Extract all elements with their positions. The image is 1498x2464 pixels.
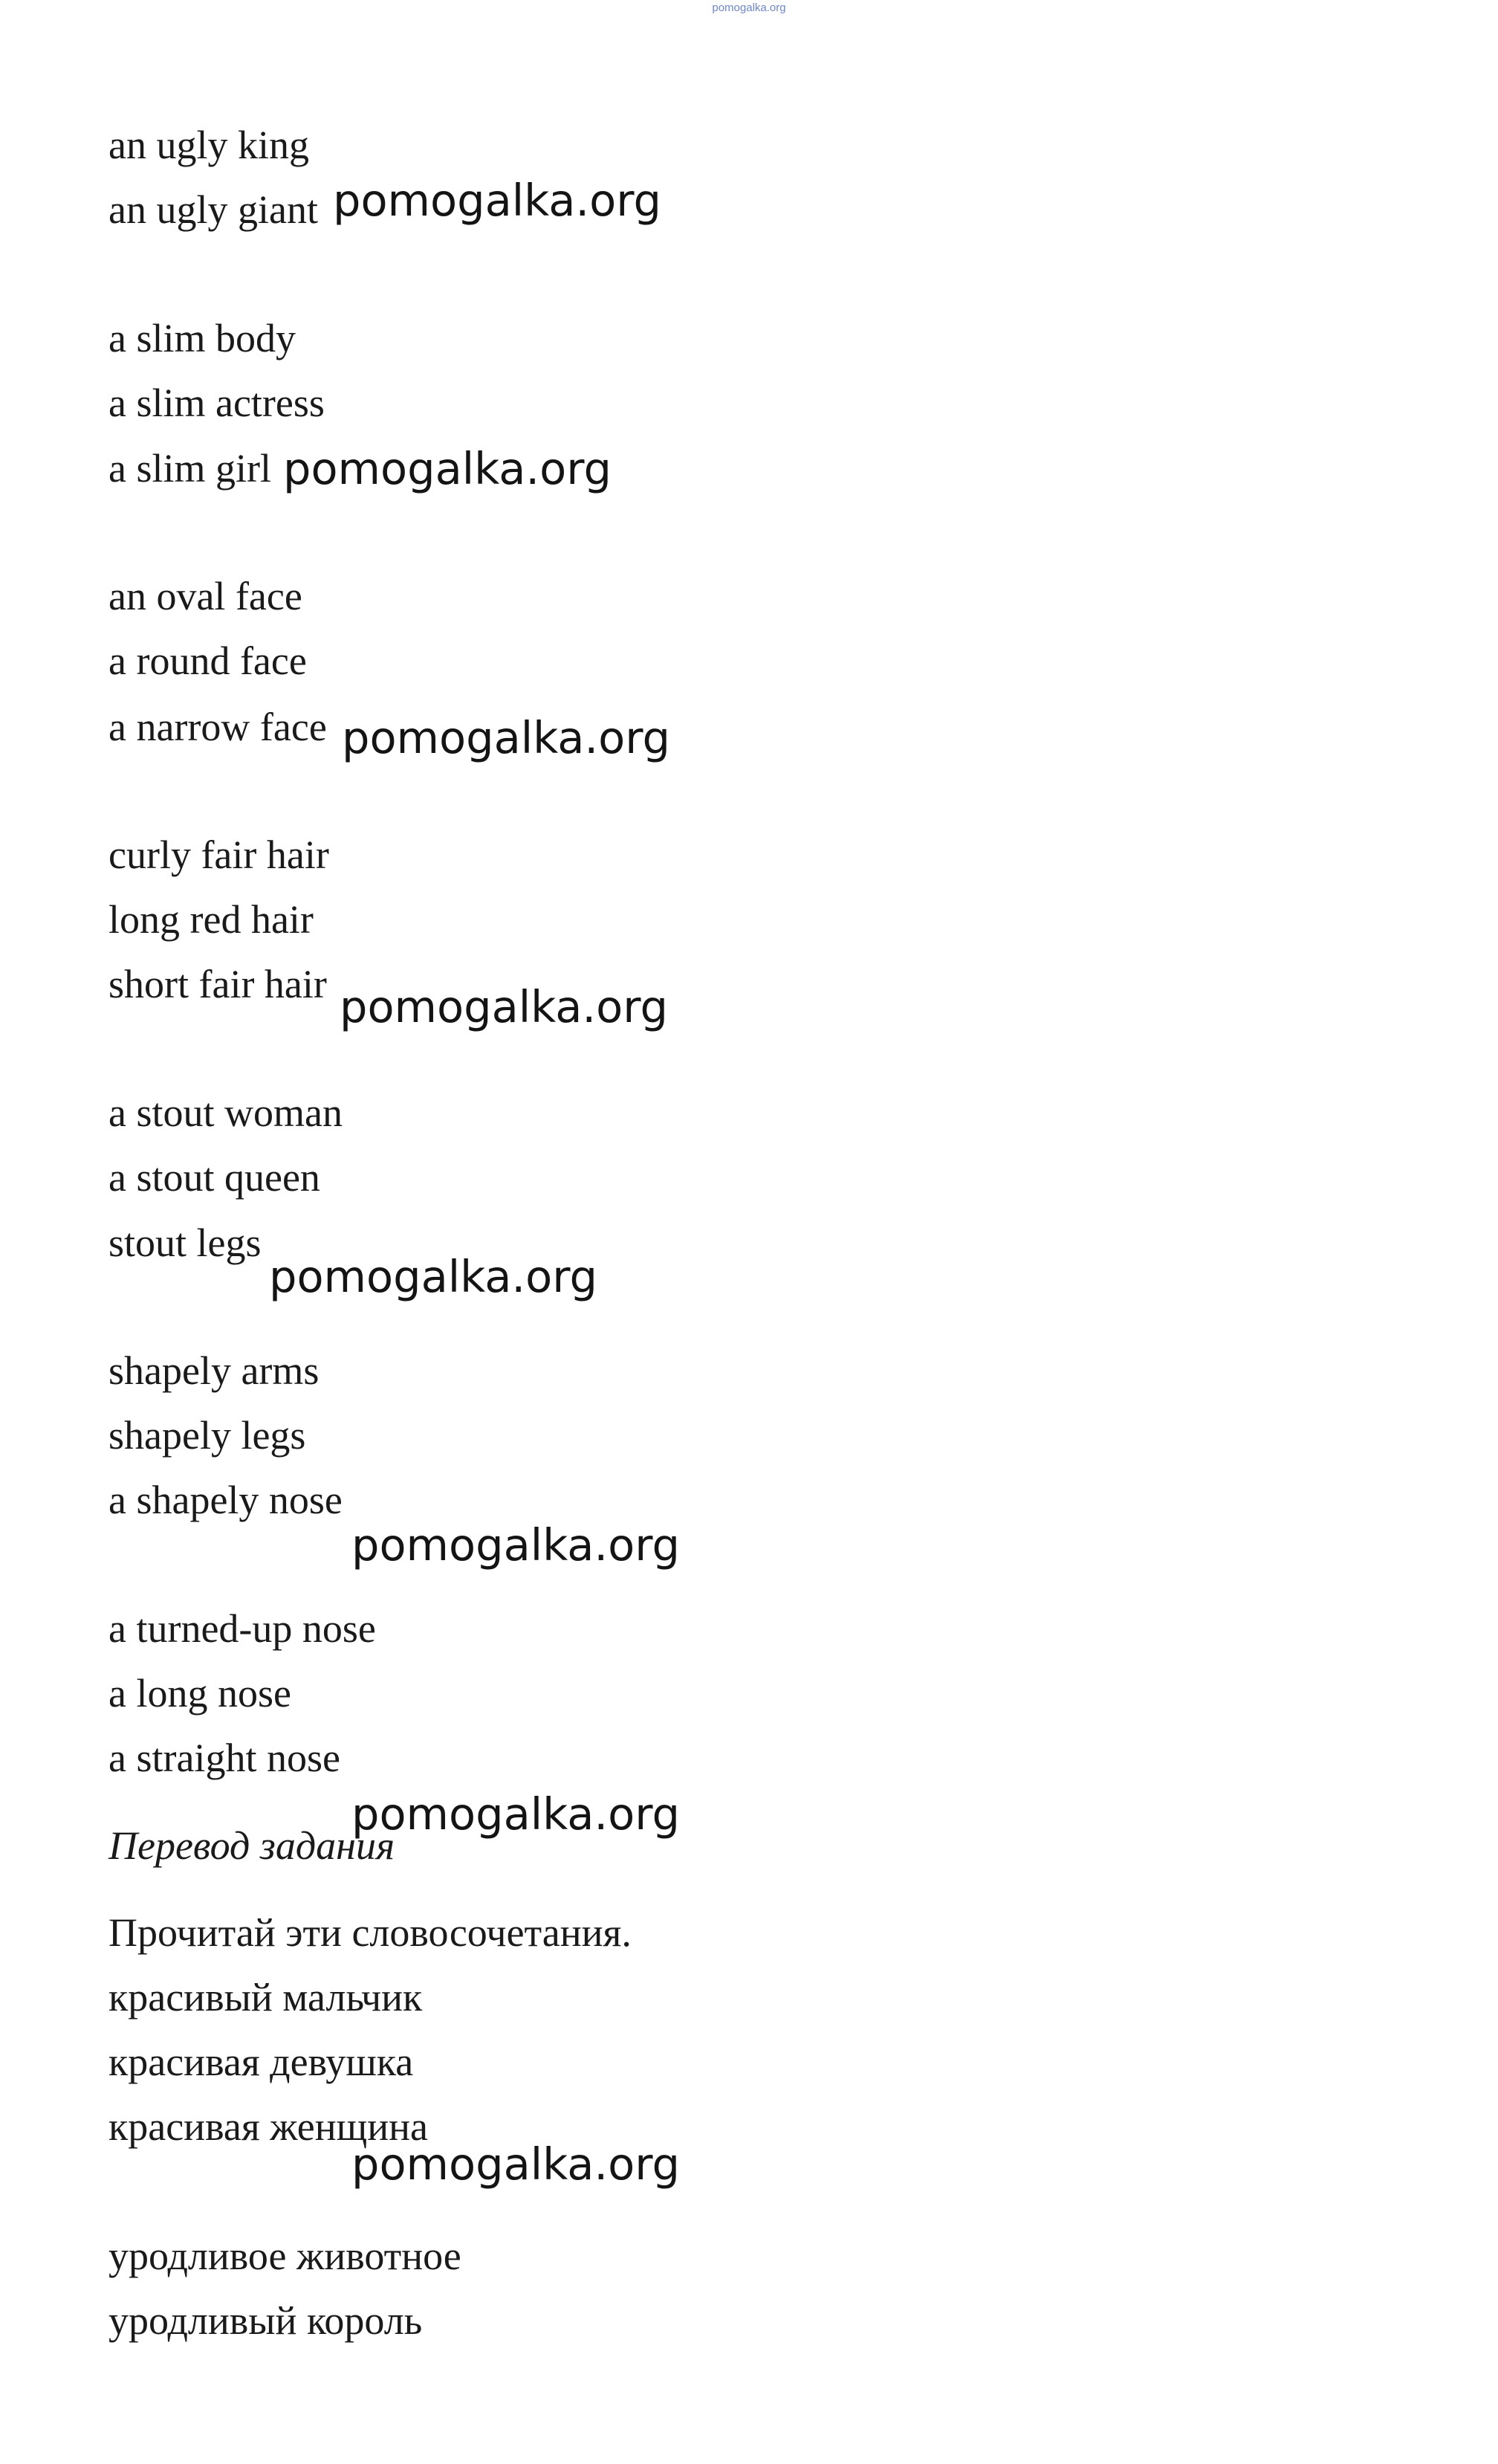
- phrase-line: красивая женщина: [108, 2104, 428, 2149]
- watermark: pomogalka.org: [340, 981, 668, 1032]
- phrase-line: a straight nose: [108, 1736, 340, 1780]
- watermark: pomogalka.org: [351, 1788, 680, 1840]
- phrase-line: уродливое животное: [108, 2234, 461, 2278]
- phrase-line: an ugly giant: [108, 187, 318, 232]
- phrase-line: a slim body: [108, 316, 296, 360]
- watermark: pomogalka.org: [342, 712, 670, 763]
- instruction-line: Прочитай эти словосочетания.: [108, 1910, 632, 1955]
- phrase-line: a slim actress: [108, 381, 325, 425]
- phrase-line: a slim girl: [108, 446, 271, 491]
- header-site-mark: pomogalka.org: [712, 1, 786, 14]
- phrase-line: shapely legs: [108, 1413, 306, 1458]
- phrase-line: an ugly king: [108, 123, 309, 167]
- watermark: pomogalka.org: [269, 1251, 597, 1302]
- phrase-line: a stout queen: [108, 1155, 320, 1200]
- phrase-line: a turned-up nose: [108, 1606, 376, 1651]
- phrase-line: stout legs: [108, 1220, 262, 1265]
- translation-heading: Перевод задания: [108, 1823, 395, 1868]
- watermark: pomogalka.org: [351, 1519, 680, 1571]
- phrase-line: уродливый король: [108, 2298, 423, 2343]
- phrase-line: красивая девушка: [108, 2040, 414, 2084]
- phrase-line: an oval face: [108, 574, 302, 618]
- phrase-line: shapely arms: [108, 1348, 320, 1393]
- phrase-line: a shapely nose: [108, 1478, 343, 1522]
- phrase-line: a narrow face: [108, 705, 327, 749]
- phrase-line: short fair hair: [108, 962, 327, 1006]
- watermark: pomogalka.org: [333, 175, 661, 226]
- phrase-line: a long nose: [108, 1671, 291, 1716]
- phrase-line: a stout woman: [108, 1090, 343, 1135]
- watermark: pomogalka.org: [283, 443, 612, 494]
- watermark: pomogalka.org: [351, 2138, 680, 2190]
- phrase-line: long red hair: [108, 897, 314, 942]
- phrase-line: curly fair hair: [108, 832, 329, 877]
- phrase-line: красивый мальчик: [108, 1975, 423, 2020]
- phrase-line: a round face: [108, 638, 307, 683]
